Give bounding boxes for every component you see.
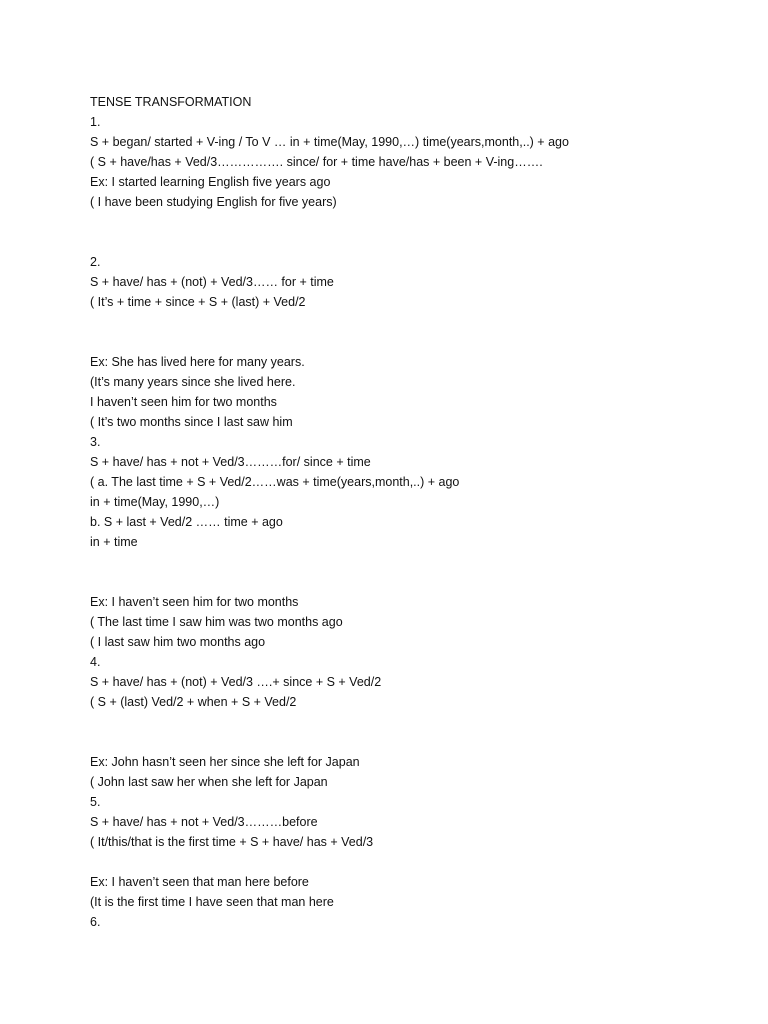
document-body [90, 92, 730, 932]
blank-line [90, 312, 730, 332]
text-line: 4. [90, 655, 101, 669]
text-line: Ex: John hasn’t seen her since she left for Japan [90, 755, 360, 769]
text-line: (It’s many years since she lived here. [90, 375, 296, 389]
text-line: S + began/ started + V-ing / To V … in + time(May, 1990,…) time(years,month,..) + ago [90, 135, 569, 149]
text-line: ( S + (last) Ved/2 + when + S + Ved/2 [90, 695, 297, 709]
text-line: S + have/ has + not + Ved/3………before [90, 815, 318, 829]
text-line: ( I last saw him two months ago [90, 635, 266, 649]
blank-line [90, 212, 730, 232]
text-line: (It is the first time I have seen that man here [90, 895, 334, 909]
blank-line [90, 852, 730, 872]
text-line: ( The last time I saw him was two months ago [90, 615, 343, 629]
blank-line [90, 232, 730, 252]
text-line: in + time [90, 535, 138, 549]
document-title: TENSE TRANSFORMATION [90, 95, 252, 109]
text-line: ( It’s two months since I last saw him [90, 415, 293, 429]
text-line: ( It/this/that is the first time + S + have/ has + Ved/3 [90, 835, 374, 849]
text-line: I haven’t seen him for two months [90, 395, 277, 409]
text-line: Ex: I started learning English five years ago [90, 175, 331, 189]
blank-line [90, 552, 730, 572]
text-line: Ex: She has lived here for many years. [90, 355, 305, 369]
text-line: S + have/ has + (not) + Ved/3 ….+ since + S + Ved/2 [90, 675, 382, 689]
blank-line [90, 572, 730, 592]
text-line: ( I have been studying English for five years) [90, 195, 337, 209]
text-line: b. S + last + Ved/2 …… time + ago [90, 515, 283, 529]
text-line: Ex: I haven’t seen him for two months [90, 595, 299, 609]
blank-line [90, 332, 730, 352]
text-line: 3. [90, 435, 101, 449]
text-line: S + have/ has + (not) + Ved/3…… for + time [90, 275, 334, 289]
text-line: ( S + have/has + Ved/3……………. since/ for + time have/has + been + V-ing……. [90, 155, 543, 169]
text-line: Ex: I haven’t seen that man here before [90, 875, 309, 889]
text-line: 2. [90, 255, 101, 269]
text-line: 6. [90, 915, 101, 929]
text-line: 5. [90, 795, 101, 809]
blank-line [90, 712, 730, 732]
text-line: ( It’s + time + since + S + (last) + Ved/2 [90, 295, 306, 309]
text-line: 1. [90, 115, 101, 129]
blank-line [90, 732, 730, 752]
text-line: ( a. The last time + S + Ved/2……was + time(years,month,..) + ago [90, 475, 460, 489]
text-line: S + have/ has + not + Ved/3………for/ since + time [90, 455, 371, 469]
text-line: ( John last saw her when she left for Japan [90, 775, 328, 789]
text-line: in + time(May, 1990,…) [90, 495, 220, 509]
